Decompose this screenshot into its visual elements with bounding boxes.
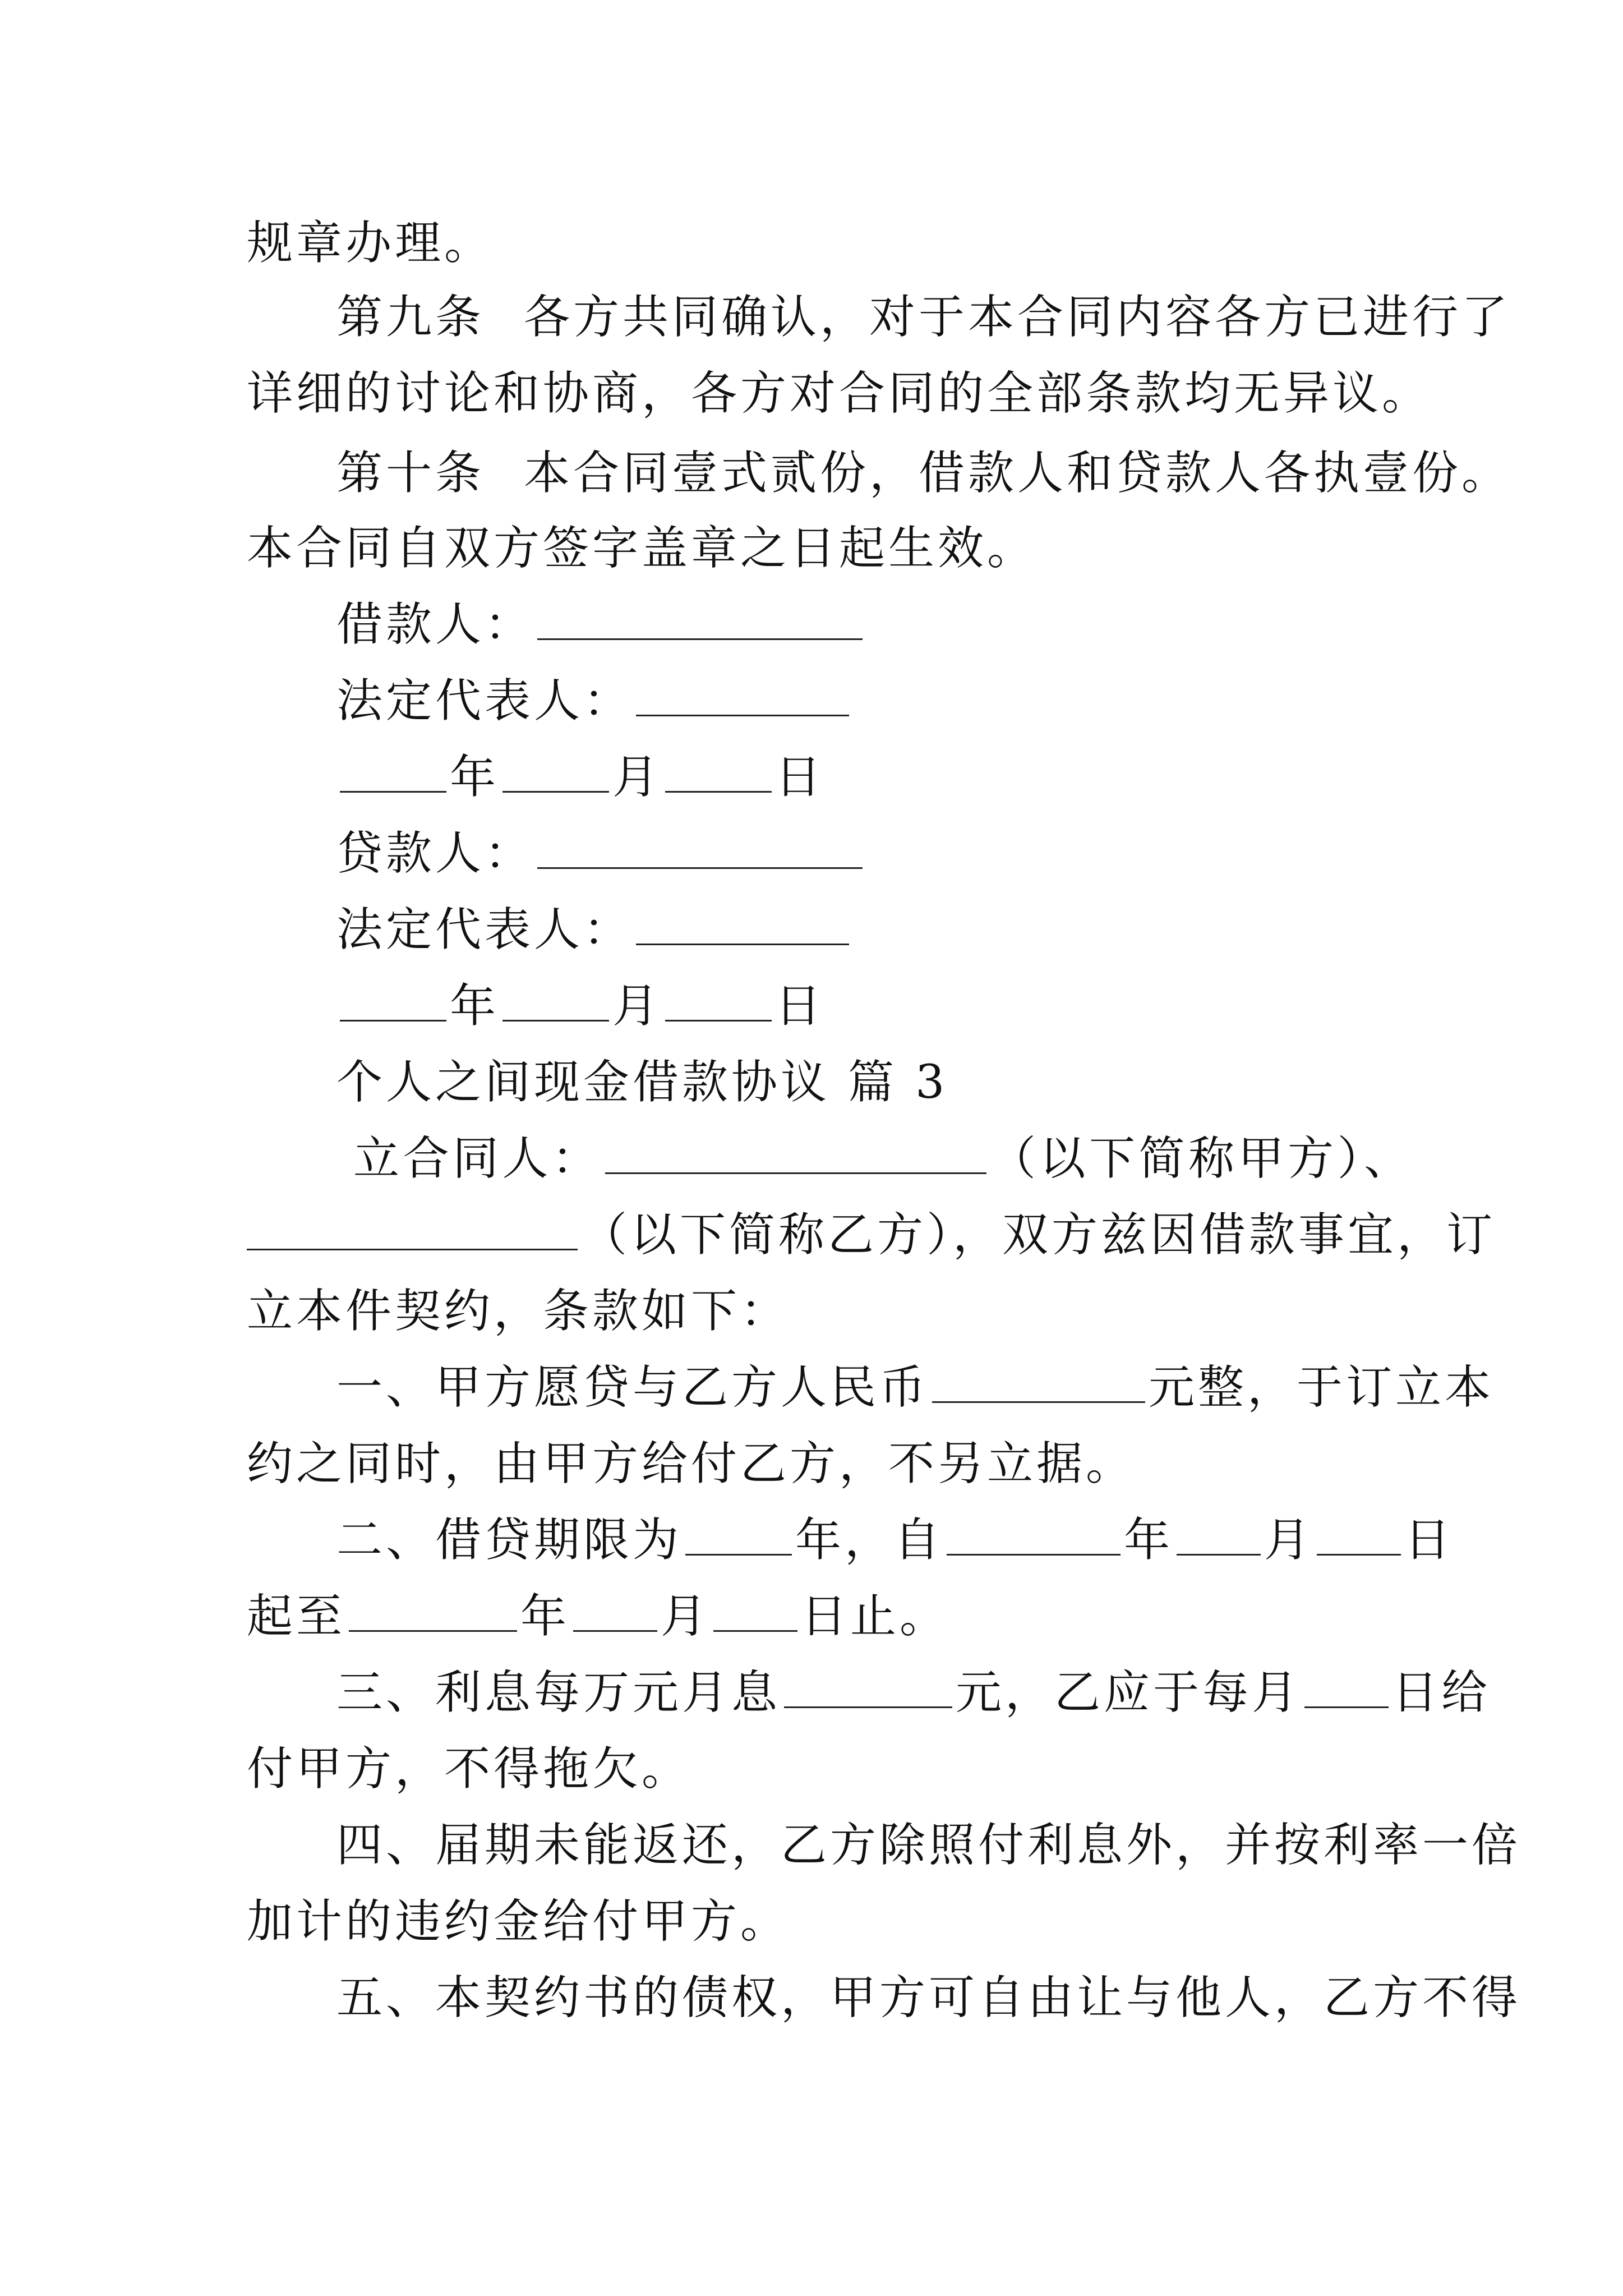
date-day: 日 <box>775 751 825 804</box>
text-line <box>247 1731 1413 1807</box>
text-line <box>247 1426 1413 1502</box>
clause-1-line <box>336 1350 1495 1426</box>
text-line <box>247 1884 1413 1960</box>
lender-label: 贷款人： <box>336 827 534 880</box>
lender-signature-line <box>336 816 1413 892</box>
section-title-text: 个人之间现金借款协议 篇 3 <box>336 1056 948 1109</box>
lender-blank <box>537 856 863 869</box>
paragraph-text: 元整，于订立本 <box>1149 1361 1495 1414</box>
paragraph-text: 五、本契约书的债权，甲方可自由让与他人，乙方不得 <box>336 1971 1521 2024</box>
date-year: 年 <box>450 751 500 804</box>
paragraph-text: 加计的违约金给付甲方。 <box>247 1895 790 1948</box>
date-month: 月 <box>612 979 662 1033</box>
amount-blank <box>932 1390 1145 1403</box>
term-years-blank <box>685 1543 792 1556</box>
text-line <box>247 1197 1496 1273</box>
month-blank <box>502 780 609 793</box>
text-line <box>247 1273 1413 1350</box>
paragraph-text: 付甲方，不得拖欠。 <box>247 1742 691 1796</box>
representative-label: 法定代表人： <box>336 903 633 956</box>
paragraph-text: （以下简称乙方），双方兹因借款事宜，订 <box>581 1208 1496 1262</box>
borrower-signature-line <box>336 587 1413 663</box>
paragraph-text: 各方共同确认，对于本合同内容各方已进行了 <box>524 291 1511 344</box>
paragraph-text: 本合同自双方签字盖章之日起生效。 <box>247 522 1037 575</box>
date-month: 月 <box>661 1590 711 1643</box>
text-line <box>247 356 1432 432</box>
end-year-blank <box>349 1619 517 1632</box>
paragraph-text: 四、届期未能返还，乙方除照付利息外，并按利率一倍 <box>336 1819 1521 1872</box>
borrower-blank <box>537 627 863 640</box>
month-blank <box>502 1009 609 1022</box>
borrower-rep-line <box>336 663 1413 739</box>
year-blank <box>340 1009 446 1022</box>
date-year: 年 <box>520 1590 570 1643</box>
paragraph-text: 规章办理。 <box>247 217 494 270</box>
paragraph-text: 详细的讨论和协商，各方对合同的全部条款均无异议。 <box>247 367 1432 420</box>
paragraph-text: 日给 <box>1392 1666 1491 1719</box>
day-blank <box>665 780 772 793</box>
paragraph-text: 三、利息每万元月息 <box>336 1666 781 1719</box>
date-day: 日 <box>775 979 825 1033</box>
representative-blank <box>636 703 849 716</box>
paragraph-text: 起至 <box>247 1590 346 1643</box>
party-b-blank <box>247 1237 578 1250</box>
representative-blank <box>636 932 849 945</box>
interest-blank <box>784 1695 952 1708</box>
clause-4-line <box>336 1807 1521 1884</box>
date-line <box>336 968 1413 1045</box>
article-10-line <box>336 435 1511 512</box>
paragraph-text: 约之同时，由甲方给付乙方，不另立据。 <box>247 1437 1136 1490</box>
article-number: 第十条 <box>336 447 485 500</box>
text-line <box>247 1579 1413 1655</box>
clause-3-line <box>336 1655 1491 1731</box>
article-number: 第九条 <box>336 291 485 344</box>
start-year-blank <box>947 1543 1121 1556</box>
end-day-blank <box>713 1619 797 1632</box>
date-month: 月 <box>612 751 662 804</box>
parties-line <box>353 1121 1413 1197</box>
date-day: 日 <box>1404 1513 1454 1567</box>
date-line <box>336 739 1413 816</box>
date-month: 月 <box>1264 1513 1314 1567</box>
paragraph-text: 年，自 <box>795 1513 944 1567</box>
lender-rep-line <box>336 892 1413 968</box>
start-day-blank <box>1317 1543 1401 1556</box>
paragraph-text: 元，乙应于每月 <box>956 1666 1302 1719</box>
end-month-blank <box>573 1619 657 1632</box>
parties-label: 立合同人： <box>353 1132 602 1185</box>
text-line <box>247 205 1413 282</box>
representative-label: 法定代表人： <box>336 674 633 728</box>
article-9-line <box>336 279 1511 356</box>
text-line <box>247 510 1413 587</box>
paragraph-text: 二、借贷期限为 <box>336 1513 683 1567</box>
payment-day-blank <box>1304 1695 1389 1708</box>
borrower-label: 借款人： <box>336 598 534 651</box>
clause-5-line <box>336 1960 1521 2036</box>
paragraph-text: 立本件契约，条款如下： <box>247 1285 790 1338</box>
section-title <box>336 1045 1413 1121</box>
year-blank <box>340 780 446 793</box>
date-year: 年 <box>1124 1513 1174 1567</box>
party-a-blank <box>605 1161 986 1174</box>
paragraph-text: （以下简称甲方）、 <box>989 1132 1413 1185</box>
clause-2-line <box>336 1502 1454 1579</box>
date-year: 年 <box>450 979 500 1033</box>
paragraph-text: 一、甲方愿贷与乙方人民币 <box>336 1361 929 1414</box>
day-blank <box>665 1009 772 1022</box>
paragraph-text: 本合同壹式贰份，借款人和贷款人各执壹份。 <box>524 447 1511 500</box>
date-day: 日止。 <box>801 1590 949 1643</box>
start-month-blank <box>1177 1543 1261 1556</box>
